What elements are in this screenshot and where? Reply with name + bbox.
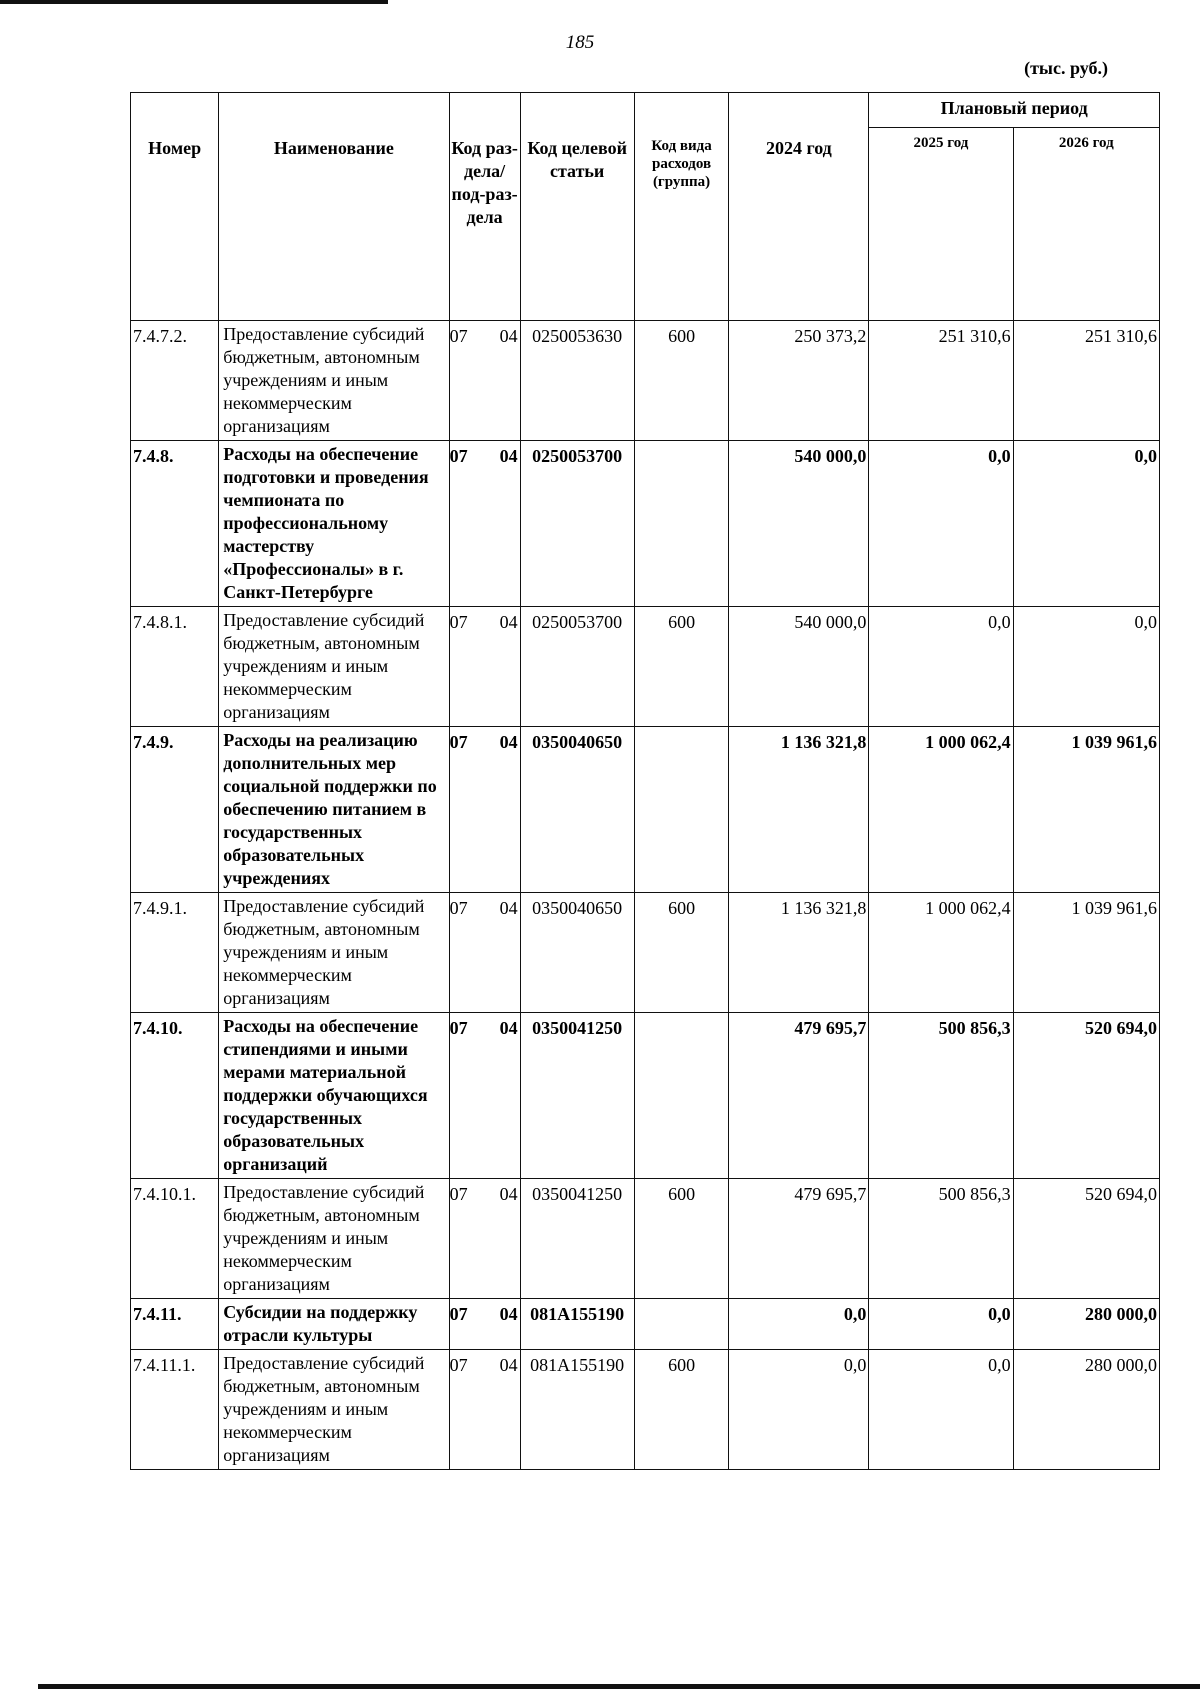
row-expense-group [634, 727, 729, 893]
row-amount-2026: 251 310,6 [1013, 321, 1159, 441]
row-target-code: 0350040650 [520, 727, 634, 893]
row-target-code: 0250053700 [520, 607, 634, 727]
row-amount-2024: 1 136 321,8 [729, 893, 869, 1013]
row-amount-2026: 280 000,0 [1013, 1299, 1159, 1350]
header-expense-type: Код вида расходов (группа) [634, 93, 729, 321]
row-section [449, 321, 520, 441]
table-row [131, 1179, 1160, 1299]
row-section [449, 607, 520, 727]
row-amount-2024: 540 000,0 [729, 441, 869, 607]
row-section-code: 07 [449, 898, 468, 918]
row-number: 7.4.8.1. [131, 607, 219, 727]
table-row [131, 1013, 1160, 1179]
header-number: Номер [131, 93, 219, 321]
row-amount-2025: 0,0 [869, 1299, 1013, 1350]
table-row [131, 321, 1160, 441]
header-target: Код целевой статьи [520, 93, 634, 321]
budget-table [130, 92, 1160, 1470]
row-amount-2025: 0,0 [869, 607, 1013, 727]
row-amount-2024: 479 695,7 [729, 1013, 869, 1179]
row-amount-2024: 0,0 [729, 1299, 869, 1350]
table-row [131, 893, 1160, 1013]
row-number: 7.4.11. [131, 1299, 219, 1350]
row-expense-group: 600 [634, 1179, 729, 1299]
units-label: (тыс. руб.) [1024, 58, 1108, 78]
row-subsection-code: 04 [499, 898, 518, 918]
row-subsection-code: 04 [499, 1355, 518, 1375]
row-name: Расходы на обеспечение подготовки и проведения чемпионата по профессиональному мастерству «Профессионалы» в г. Санкт-Петербурге [219, 441, 449, 607]
row-subsection-code: 04 [499, 446, 518, 466]
row-amount-2026: 520 694,0 [1013, 1179, 1159, 1299]
row-section-code: 07 [449, 1184, 468, 1204]
row-section-code: 07 [449, 446, 468, 466]
row-amount-2026: 1 039 961,6 [1013, 893, 1159, 1013]
row-expense-group [634, 1013, 729, 1179]
row-number: 7.4.10. [131, 1013, 219, 1179]
table-header [131, 93, 1160, 321]
table-row [131, 607, 1160, 727]
row-number: 7.4.9. [131, 727, 219, 893]
table-row [131, 727, 1160, 893]
row-section [449, 1013, 520, 1179]
row-number: 7.4.8. [131, 441, 219, 607]
row-subsection-code: 04 [499, 1184, 518, 1204]
row-amount-2024: 0,0 [729, 1350, 869, 1470]
header-2024: 2024 год [729, 93, 869, 321]
page-number: 185 [565, 32, 595, 53]
row-section [449, 727, 520, 893]
row-amount-2025: 500 856,3 [869, 1179, 1013, 1299]
row-target-code: 0350041250 [520, 1179, 634, 1299]
row-target-code: 0250053700 [520, 441, 634, 607]
row-number: 7.4.11.1. [131, 1350, 219, 1470]
row-name: Предоставление субсидий бюджетным, автономным учреждениям и иным некоммерческим организациям [219, 1350, 449, 1470]
row-amount-2026: 520 694,0 [1013, 1013, 1159, 1179]
header-planned-period: Плановый период [869, 93, 1160, 128]
row-section-code: 07 [449, 612, 468, 632]
row-amount-2024: 540 000,0 [729, 607, 869, 727]
row-section-code: 07 [449, 326, 468, 346]
row-subsection-code: 04 [499, 1304, 518, 1324]
row-section [449, 893, 520, 1013]
row-target-code: 0350041250 [520, 1013, 634, 1179]
row-section [449, 1299, 520, 1350]
row-section [449, 1179, 520, 1299]
row-section-code: 07 [449, 732, 468, 752]
row-amount-2026: 1 039 961,6 [1013, 727, 1159, 893]
row-amount-2025: 500 856,3 [869, 1013, 1013, 1179]
row-name: Предоставление субсидий бюджетным, автономным учреждениям и иным некоммерческим организациям [219, 1179, 449, 1299]
row-name: Субсидии на поддержку отрасли культуры [219, 1299, 449, 1350]
row-section-code: 07 [449, 1304, 468, 1324]
row-target-code: 081A155190 [520, 1299, 634, 1350]
row-amount-2025: 0,0 [869, 1350, 1013, 1470]
table-row [131, 441, 1160, 607]
row-target-code: 0350040650 [520, 893, 634, 1013]
row-target-code: 0250053630 [520, 321, 634, 441]
row-number: 7.4.9.1. [131, 893, 219, 1013]
row-amount-2026: 280 000,0 [1013, 1350, 1159, 1470]
row-expense-group: 600 [634, 607, 729, 727]
row-name: Предоставление субсидий бюджетным, автономным учреждениям и иным некоммерческим организациям [219, 321, 449, 441]
row-section-code: 07 [449, 1355, 468, 1375]
row-amount-2024: 479 695,7 [729, 1179, 869, 1299]
row-amount-2025: 0,0 [869, 441, 1013, 607]
header-section: Код раз-дела/ под-раз-дела [449, 93, 520, 321]
row-amount-2024: 250 373,2 [729, 321, 869, 441]
row-subsection-code: 04 [499, 732, 518, 752]
row-expense-group: 600 [634, 321, 729, 441]
row-section [449, 441, 520, 607]
row-amount-2025: 251 310,6 [869, 321, 1013, 441]
row-number: 7.4.7.2. [131, 321, 219, 441]
header-name: Наименование [219, 93, 449, 321]
top-rule [0, 0, 388, 4]
row-amount-2025: 1 000 062,4 [869, 727, 1013, 893]
row-expense-group: 600 [634, 893, 729, 1013]
row-subsection-code: 04 [499, 1018, 518, 1038]
row-section-code: 07 [449, 1018, 468, 1038]
row-name: Расходы на реализацию дополнительных мер социальной поддержки по обеспечению питанием в государственных образовательных учреждениях [219, 727, 449, 893]
row-expense-group: 600 [634, 1350, 729, 1470]
row-name: Предоставление субсидий бюджетным, автономным учреждениям и иным некоммерческим организациям [219, 607, 449, 727]
row-expense-group [634, 1299, 729, 1350]
header-2025: 2025 год [869, 128, 1013, 321]
table-row [131, 1350, 1160, 1470]
table-body [131, 321, 1160, 1470]
row-target-code: 081A155190 [520, 1350, 634, 1470]
row-name: Расходы на обеспечение стипендиями и иными мерами материальной поддержки обучающихся государственных образовательных организаций [219, 1013, 449, 1179]
header-2026: 2026 год [1013, 128, 1159, 321]
row-amount-2025: 1 000 062,4 [869, 893, 1013, 1013]
row-section [449, 1350, 520, 1470]
row-subsection-code: 04 [499, 326, 518, 346]
row-expense-group [634, 441, 729, 607]
row-number: 7.4.10.1. [131, 1179, 219, 1299]
row-subsection-code: 04 [499, 612, 518, 632]
row-name: Предоставление субсидий бюджетным, автономным учреждениям и иным некоммерческим организациям [219, 893, 449, 1013]
row-amount-2026: 0,0 [1013, 607, 1159, 727]
row-amount-2024: 1 136 321,8 [729, 727, 869, 893]
bottom-rule [38, 1684, 1200, 1689]
table-row [131, 1299, 1160, 1350]
row-amount-2026: 0,0 [1013, 441, 1159, 607]
